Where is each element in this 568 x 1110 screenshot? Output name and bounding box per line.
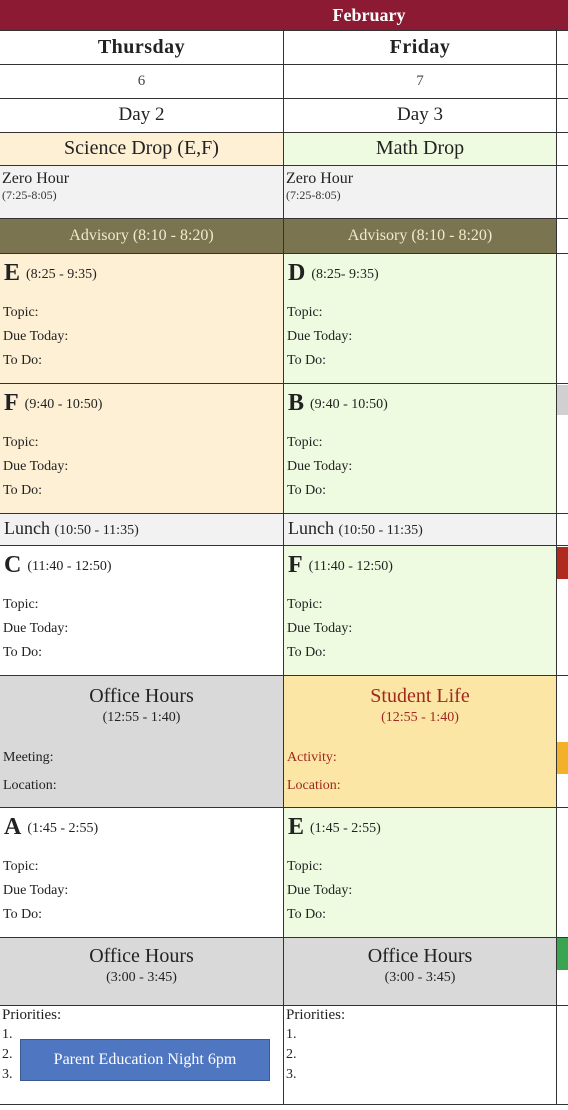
lunch-label: Lunch (4, 518, 50, 538)
to-do-label: To Do: (3, 483, 43, 498)
block-letter: A (4, 814, 22, 840)
due-today-label: Due Today: (287, 459, 353, 474)
thursday-block-1[interactable] (0, 253, 283, 383)
friday-rotation-day: Day 3 (397, 104, 443, 125)
block-letter: F (288, 552, 303, 578)
next-column-orange-block (556, 742, 568, 774)
month-header: February (0, 0, 568, 30)
to-do-label: To Do: (3, 645, 43, 660)
to-do-label: To Do: (287, 645, 327, 660)
friday-office-hours-end[interactable] (284, 937, 556, 1005)
location-label: Location: (3, 778, 57, 793)
topic-label: Topic: (287, 597, 323, 612)
zero-hour-label: Zero Hour (286, 170, 354, 187)
grid-line (0, 30, 568, 31)
grid-line (0, 132, 568, 133)
due-today-label: Due Today: (3, 621, 69, 636)
friday-block-4[interactable] (284, 807, 556, 937)
friday-advisory: Advisory (8:10 - 8:20) (284, 218, 556, 253)
thursday-zero-hour[interactable] (0, 165, 283, 218)
topic-label: Topic: (3, 435, 39, 450)
thursday-lunch (0, 513, 283, 545)
grid-line (0, 513, 568, 514)
block-letter: E (288, 814, 305, 840)
priority-2: 2. (2, 1047, 13, 1062)
office-hours-time: (3:00 - 3:45) (106, 970, 177, 985)
block-time: (9:40 - 10:50) (310, 397, 388, 412)
location-label: Location: (287, 778, 341, 793)
block-time: (9:40 - 10:50) (24, 397, 103, 412)
due-today-label: Due Today: (3, 459, 69, 474)
grid-line (0, 383, 568, 384)
thursday-block-3[interactable] (0, 545, 283, 675)
topic-label: Topic: (3, 859, 39, 874)
priority-1: 1. (2, 1027, 13, 1042)
grid-line (556, 28, 557, 1104)
lunch-time: (10:50 - 11:35) (338, 523, 423, 538)
grid-line (0, 1104, 568, 1105)
student-life-time: (12:55 - 1:40) (381, 710, 459, 725)
friday-block-3[interactable] (284, 545, 556, 675)
student-life-title: Student Life (370, 685, 470, 707)
office-hours-time: (3:00 - 3:45) (384, 970, 456, 985)
lunch-label: Lunch (288, 518, 334, 538)
thursday-date: 6 (137, 73, 146, 89)
office-hours-title: Office Hours (89, 685, 194, 707)
thursday-advisory: Advisory (8:10 - 8:20) (0, 218, 283, 253)
priority-3: 3. (286, 1067, 297, 1082)
block-letter: C (4, 552, 22, 578)
friday-day-name: Friday (389, 36, 451, 58)
friday-lunch (284, 513, 556, 545)
block-letter: E (4, 260, 21, 286)
activity-label: Activity: (287, 750, 337, 765)
block-letter: B (288, 390, 305, 416)
block-time: (1:45 - 2:55) (27, 821, 99, 836)
friday-zero-hour[interactable] (284, 165, 556, 218)
block-time: (11:40 - 12:50) (27, 559, 112, 574)
grid-line (0, 937, 568, 938)
parent-education-night-event[interactable]: Parent Education Night 6pm (20, 1039, 270, 1081)
friday-date: 7 (416, 73, 424, 89)
to-do-label: To Do: (3, 353, 43, 368)
block-letter: D (288, 260, 306, 286)
thursday-block-2[interactable] (0, 383, 283, 513)
grid-line (0, 165, 568, 166)
block-time: (11:40 - 12:50) (308, 559, 393, 574)
zero-hour-time: (7:25-8:05) (286, 188, 341, 202)
next-column-green-block (556, 938, 568, 970)
thursday-day-name: Thursday (97, 36, 186, 58)
due-today-label: Due Today: (287, 621, 353, 636)
zero-hour-label: Zero Hour (2, 170, 70, 187)
meeting-label: Meeting: (3, 750, 54, 765)
friday-drop: Math Drop (284, 132, 556, 165)
thursday-block-4[interactable] (0, 807, 283, 937)
topic-label: Topic: (287, 859, 323, 874)
office-hours-title: Office Hours (89, 945, 194, 967)
grid-line (0, 545, 568, 546)
due-today-label: Due Today: (3, 329, 69, 344)
due-today-label: Due Today: (287, 329, 353, 344)
grid-line (0, 64, 568, 65)
topic-label: Topic: (287, 435, 323, 450)
friday-student-life[interactable] (284, 675, 556, 807)
priority-2: 2. (286, 1047, 297, 1062)
to-do-label: To Do: (287, 907, 327, 922)
grid-line (0, 675, 568, 676)
zero-hour-time: (7:25-8:05) (2, 188, 57, 202)
office-hours-time: (12:55 - 1:40) (102, 710, 181, 725)
priority-3: 3. (2, 1067, 13, 1082)
block-time: (8:25 - 9:35) (26, 267, 97, 282)
block-letter: F (4, 390, 19, 416)
thursday-drop: Science Drop (E,F) (0, 132, 283, 165)
thursday-office-hours[interactable] (0, 675, 283, 807)
friday-priorities[interactable] (284, 1005, 556, 1105)
due-today-label: Due Today: (287, 883, 353, 898)
topic-label: Topic: (287, 305, 323, 320)
grid-line (0, 253, 568, 254)
to-do-label: To Do: (287, 353, 327, 368)
grid-line (0, 218, 568, 219)
grid-line (0, 98, 568, 99)
topic-label: Topic: (3, 597, 39, 612)
due-today-label: Due Today: (3, 883, 69, 898)
grid-line (0, 1005, 568, 1006)
next-column-red-block (556, 547, 568, 579)
lunch-time: (10:50 - 11:35) (54, 523, 139, 538)
office-hours-title: Office Hours (367, 945, 473, 967)
friday-block-2[interactable] (284, 383, 556, 513)
block-time: (1:45 - 2:55) (310, 821, 381, 836)
priorities-label: Priorities: (2, 1007, 62, 1023)
thursday-rotation-day: Day 2 (118, 104, 165, 125)
to-do-label: To Do: (287, 483, 327, 498)
topic-label: Topic: (3, 305, 39, 320)
thursday-office-hours-end[interactable] (0, 937, 283, 1005)
to-do-label: To Do: (3, 907, 43, 922)
priorities-label: Priorities: (286, 1007, 346, 1023)
block-time: (8:25- 9:35) (311, 267, 379, 282)
grid-line (283, 28, 284, 1104)
next-column-office-block (556, 385, 568, 415)
priority-1: 1. (286, 1027, 297, 1042)
grid-line (0, 807, 568, 808)
friday-block-1[interactable] (284, 253, 556, 383)
